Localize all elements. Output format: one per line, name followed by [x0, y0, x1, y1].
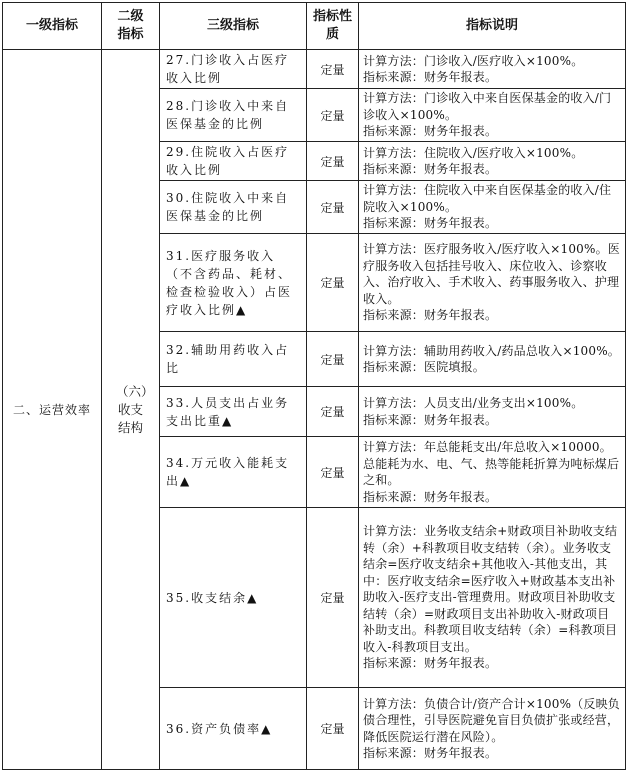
indicator-name: 28.门诊收入中来自医保基金的比例 [160, 89, 307, 142]
desc-source: 指标来源：财务年报表。 [363, 70, 498, 84]
indicator-description [359, 181, 626, 234]
indicator-nature: 定量 [307, 89, 359, 142]
header-nature-text: 指标性质 [313, 9, 353, 42]
indicator-name: 31.医疗服务收入（不含药品、耗材、检查检验收入）占医疗收入比例▲ [160, 234, 307, 332]
indicator-name: 33.人员支出占业务支出比重▲ [160, 387, 307, 437]
indicator-name: 27.门诊收入占医疗收入比例 [160, 50, 307, 89]
desc-method: 计算方法：业务收支结余+财政项目补助收支结转（余）+科教项目收支结转（余）。业务收支结余=医疗收支结余+其他收入-其他支出，其中：医疗收支结余=医疗收入+财政基本支出补助收入-医疗支出-管理费用。财政项目补助收支结转（余）=财政项目支出补助收入-财政项目补助支出。科教项目收支结转（余）=科教项目收入-科教项目支出。 [363, 524, 618, 654]
indicator-name: 32.辅助用药收入占比 [160, 332, 307, 387]
indicator-description [359, 142, 626, 181]
desc-source: 指标来源：财务年报表。 [363, 412, 498, 427]
table-row [3, 50, 626, 89]
indicator-nature: 定量 [307, 142, 359, 181]
desc-source: 指标来源：财务年报表。 [363, 308, 498, 323]
desc-source: 指标来源：财务年报表。 [363, 216, 498, 231]
desc-method: 计算方法：辅助用药收入/药品总收入×100%。 [363, 343, 621, 358]
indicator-nature: 定量 [307, 234, 359, 332]
indicator-description [359, 688, 626, 770]
level1-cell: 二、运营效率 [3, 50, 102, 770]
desc-source: 指标来源：财务年报表。 [363, 162, 498, 176]
desc-method: 计算方法：人员支出/业务支出×100%。 [363, 396, 584, 410]
indicator-nature: 定量 [307, 387, 359, 437]
header-level2 [102, 3, 160, 50]
indicator-description [359, 387, 626, 437]
header-level2-text: 二级指标 [117, 9, 144, 42]
header-description: 指标说明 [359, 3, 626, 50]
desc-method: 计算方法：负债合计/资产合计×100%（反映负债合理性，引导医院避免盲目负债扩张或经营，降低医院运行潜在风险）。 [363, 696, 621, 744]
indicator-description [359, 332, 626, 387]
header-level3: 三级指标 [160, 3, 307, 50]
indicator-nature: 定量 [307, 437, 359, 508]
desc-method: 计算方法：住院收入中来自医保基金的收入/住院收入×100%。 [363, 183, 612, 214]
desc-source: 指标来源：财务年报表。 [363, 746, 498, 760]
indicator-nature: 定量 [307, 50, 359, 89]
desc-method: 计算方法：住院收入/医疗收入×100%。 [363, 145, 584, 160]
desc-source: 指标来源：财务年报表。 [363, 656, 498, 671]
desc-method: 计算方法：门诊收入中来自医保基金的收入/门诊收入×100%。 [363, 91, 612, 122]
level2-text: （六）收支结构 [116, 383, 154, 435]
indicator-nature: 定量 [307, 181, 359, 234]
indicator-name: 35.收支结余▲ [160, 508, 307, 688]
desc-source: 指标来源：财务年报表。 [363, 489, 498, 504]
desc-method: 计算方法：医疗服务收入/医疗收入×100%。医疗服务收入包括挂号收入、床位收入、诊察收入、治疗收入、手术收入、药事服务收入、护理收入。 [363, 242, 621, 306]
level2-cell [102, 50, 160, 770]
desc-method: 计算方法：年总能耗支出/年总收入×10000。总能耗为水、电、气、热等能耗折算为吨标煤后之和。 [363, 440, 620, 487]
indicator-description [359, 437, 626, 508]
indicator-table [2, 2, 626, 770]
indicator-nature: 定量 [307, 508, 359, 688]
header-nature [307, 3, 359, 50]
indicator-description [359, 89, 626, 142]
indicator-name: 34.万元收入能耗支出▲ [160, 437, 307, 508]
desc-method: 计算方法：门诊收入/医疗收入×100%。 [363, 53, 584, 68]
indicator-nature: 定量 [307, 688, 359, 770]
desc-source: 指标来源：财务年报表。 [363, 124, 498, 139]
desc-source: 指标来源：医院填报。 [363, 360, 486, 374]
header-level1: 一级指标 [3, 3, 102, 50]
indicator-description [359, 234, 626, 332]
indicator-description [359, 50, 626, 89]
indicator-nature: 定量 [307, 332, 359, 387]
indicator-description [359, 508, 626, 688]
indicator-name: 29.住院收入占医疗收入比例 [160, 142, 307, 181]
indicator-name: 36.资产负债率▲ [160, 688, 307, 770]
header-row [3, 3, 626, 50]
indicator-name: 30.住院收入中来自医保基金的比例 [160, 181, 307, 234]
